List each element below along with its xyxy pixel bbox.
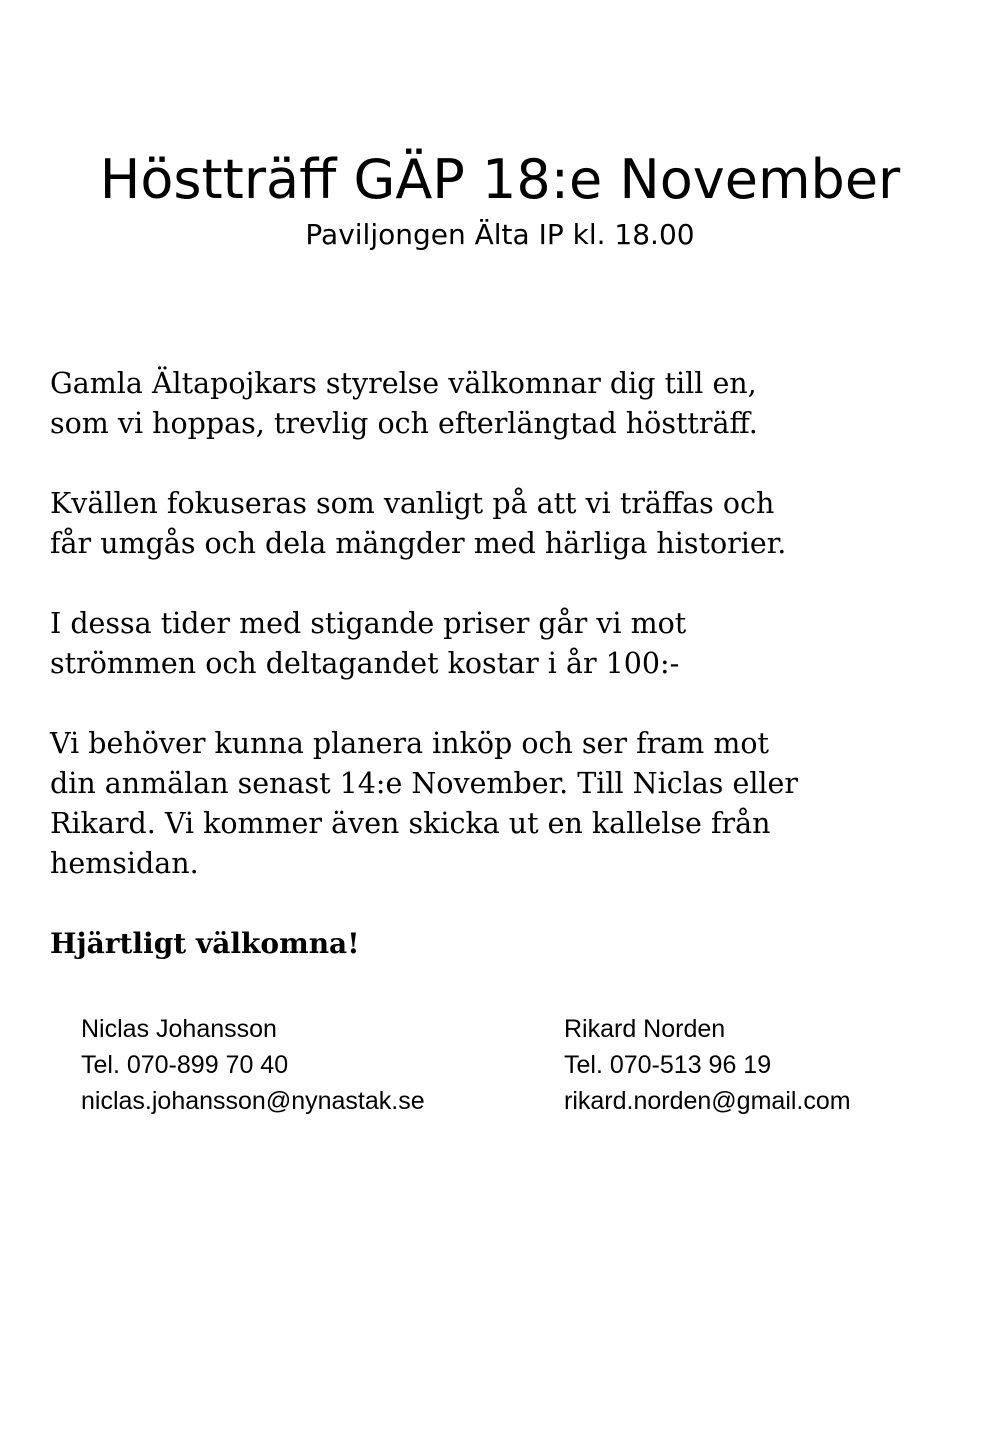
- contact-card-rikard: [564, 1011, 851, 1119]
- page-subtitle: Paviljongen Älta IP kl. 18.00: [305, 218, 695, 251]
- text-line: Gamla Ältapojkars styrelse välkomnar dig till en,: [50, 367, 757, 400]
- text-line: din anmälan senast 14:e November. Till Niclas eller: [50, 767, 799, 800]
- contact-phone: Tel. 070-899 70 40: [81, 1051, 289, 1079]
- text-line: hemsidan.: [50, 847, 199, 880]
- contact-email: rikard.norden@gmail.com: [564, 1087, 851, 1115]
- contact-name: Rikard Norden: [564, 1015, 726, 1043]
- text-line: Rikard. Vi kommer även skicka ut en kallelse från: [50, 807, 771, 840]
- text-line: får umgås och dela mängder med härliga historier.: [50, 527, 787, 560]
- text-line: som vi hoppas, trevlig och efterlängtad höstträff.: [50, 407, 758, 440]
- paragraph-price: [50, 604, 950, 684]
- contact-card-niclas: [81, 1011, 425, 1119]
- text-line: strömmen och deltagandet kostar i år 100:-: [50, 647, 680, 680]
- contact-name: Niclas Johansson: [81, 1015, 277, 1043]
- invitation-body: [50, 364, 950, 924]
- paragraph-registration: [50, 724, 950, 884]
- paragraph-welcome: [50, 364, 950, 444]
- greeting: Hjärtligt välkomna!: [50, 927, 360, 960]
- paragraph-evening: [50, 484, 950, 564]
- contact-email: niclas.johansson@nynastak.se: [81, 1087, 425, 1115]
- page-title: Höstträff GÄP 18:e November: [99, 148, 901, 211]
- text-line: I dessa tider med stigande priser går vi mot: [50, 607, 687, 640]
- text-line: Vi behöver kunna planera inköp och ser fram mot: [50, 727, 769, 760]
- contact-phone: Tel. 070-513 96 19: [564, 1051, 772, 1079]
- text-line: Kvällen fokuseras som vanligt på att vi träffas och: [50, 487, 775, 520]
